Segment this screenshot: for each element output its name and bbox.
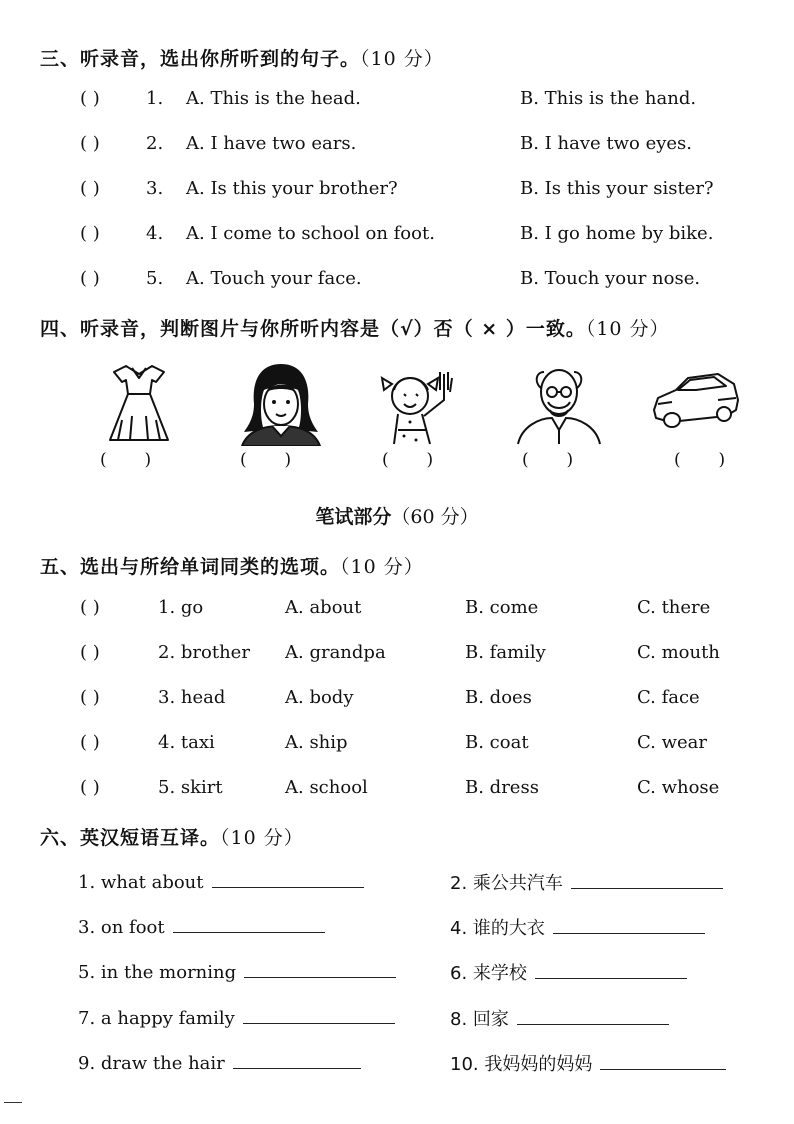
option-a: A. grandpa	[285, 642, 386, 663]
phrase: 1. what about	[78, 872, 204, 893]
picture-1-answer-paren[interactable]: ( )	[100, 450, 152, 470]
translation-item-8	[450, 1005, 669, 1031]
option-b: B. Is this your sister?	[520, 178, 714, 199]
option-b: B. dress	[465, 777, 539, 798]
given-word: 4. taxi	[158, 732, 215, 753]
option-b: B. coat	[465, 732, 529, 753]
phrase: 10. 我妈妈的妈妈	[450, 1054, 593, 1075]
item-number: 3.	[146, 178, 164, 199]
answer-paren[interactable]: ( )	[80, 88, 100, 109]
section-3-score: （10 分）	[360, 48, 444, 70]
item-number: 2.	[146, 133, 164, 154]
given-word: 1. go	[158, 597, 204, 618]
phrase: 3. on foot	[78, 917, 165, 938]
listening-item-4	[0, 223, 794, 253]
picture-4-answer-paren[interactable]: ( )	[522, 450, 574, 470]
option-b: B. I go home by bike.	[520, 223, 714, 244]
translation-item-2	[450, 869, 723, 895]
word-item-3	[0, 687, 794, 717]
section-4-score: （10 分）	[585, 318, 670, 340]
picture-5-answer-paren[interactable]: ( )	[674, 450, 726, 470]
listening-item-3	[0, 178, 794, 208]
option-c: C. wear	[637, 732, 707, 753]
given-word: 2. brother	[158, 642, 250, 663]
given-word: 5. skirt	[158, 777, 223, 798]
section-4-title: 四、听录音，判断图片与你所听内容是（√）否（ × ）一致。	[40, 318, 586, 340]
section-5-heading	[40, 552, 424, 579]
answer-blank[interactable]	[571, 870, 723, 889]
section-3-title: 三、听录音，选出你所听到的句子。	[40, 48, 361, 70]
answer-paren[interactable]: ( )	[80, 268, 100, 289]
written-part-label: 笔试部分	[315, 506, 392, 528]
phrase: 2. 乘公共汽车	[450, 873, 563, 894]
answer-blank[interactable]	[600, 1051, 726, 1070]
option-a: A. I have two ears.	[186, 133, 357, 154]
answer-blank[interactable]	[517, 1006, 669, 1025]
translation-item-10	[450, 1050, 726, 1076]
phrase: 7. a happy family	[78, 1008, 235, 1029]
waving-girl-icon	[372, 360, 466, 446]
translation-item-1	[78, 869, 364, 893]
option-c: C. there	[637, 597, 711, 618]
option-a: A. ship	[285, 732, 348, 753]
written-part-score: （60 分）	[391, 506, 479, 528]
word-item-5	[0, 777, 794, 807]
answer-blank[interactable]	[553, 915, 705, 934]
translation-item-9	[78, 1050, 361, 1074]
section-6-title: 六、英汉短语互译。	[40, 827, 221, 849]
section-6-score: （10 分）	[220, 827, 304, 849]
answer-blank[interactable]	[212, 869, 364, 888]
phrase: 9. draw the hair	[78, 1053, 225, 1074]
answer-blank[interactable]	[243, 1005, 395, 1024]
option-a: A. about	[285, 597, 362, 618]
page-edge-mark	[4, 1102, 22, 1103]
section-5-score: （10 分）	[340, 556, 424, 578]
item-number: 5.	[146, 268, 164, 289]
phrase: 8. 回家	[450, 1009, 509, 1030]
option-b: B. family	[465, 642, 546, 663]
listening-item-2	[0, 133, 794, 163]
given-word: 3. head	[158, 687, 226, 708]
section-4-heading	[40, 314, 670, 341]
woman-portrait-icon	[234, 360, 328, 446]
answer-paren[interactable]: ( )	[80, 597, 100, 618]
section-5-title: 五、选出与所给单词同类的选项。	[40, 556, 341, 578]
word-item-4	[0, 732, 794, 762]
answer-paren[interactable]: ( )	[80, 777, 100, 798]
option-b: B. I have two eyes.	[520, 133, 693, 154]
word-item-2	[0, 642, 794, 672]
old-man-icon	[512, 360, 606, 446]
dress-icon	[92, 360, 186, 446]
option-b: B. does	[465, 687, 532, 708]
answer-blank[interactable]	[173, 914, 325, 933]
phrase: 5. in the morning	[78, 962, 237, 983]
translation-item-7	[78, 1005, 395, 1029]
listening-item-5	[0, 268, 794, 298]
option-c: C. face	[637, 687, 700, 708]
translation-item-4	[450, 914, 705, 940]
answer-blank[interactable]	[535, 960, 687, 979]
answer-blank[interactable]	[233, 1050, 361, 1069]
answer-paren[interactable]: ( )	[80, 133, 100, 154]
option-a: A. This is the head.	[186, 88, 361, 109]
phrase: 6. 来学校	[450, 963, 527, 984]
translation-item-6	[450, 959, 687, 985]
option-a: A. Is this your brother?	[186, 178, 398, 199]
answer-blank[interactable]	[244, 959, 396, 978]
answer-paren[interactable]: ( )	[80, 223, 100, 244]
picture-3-answer-paren[interactable]: ( )	[382, 450, 434, 470]
section-6-heading	[40, 823, 304, 850]
option-c: C. mouth	[637, 642, 720, 663]
answer-paren[interactable]: ( )	[80, 687, 100, 708]
answer-paren[interactable]: ( )	[80, 642, 100, 663]
phrase: 4. 谁的大衣	[450, 918, 545, 939]
option-a: A. body	[285, 687, 354, 708]
option-a: A. I come to school on foot.	[186, 223, 435, 244]
option-b: B. Touch your nose.	[520, 268, 701, 289]
car-icon	[648, 360, 742, 446]
item-number: 1.	[146, 88, 164, 109]
translation-item-3	[78, 914, 325, 938]
answer-paren[interactable]: ( )	[80, 178, 100, 199]
word-item-1	[0, 597, 794, 627]
option-a: A. Touch your face.	[186, 268, 362, 289]
written-part-title	[0, 502, 794, 529]
option-b: B. This is the hand.	[520, 88, 697, 109]
section-3-heading	[40, 44, 444, 71]
item-number: 4.	[146, 223, 164, 244]
translation-item-5	[78, 959, 396, 983]
option-c: C. whose	[637, 777, 720, 798]
listening-item-1	[0, 88, 794, 118]
option-a: A. school	[285, 777, 368, 798]
picture-2-answer-paren[interactable]: ( )	[240, 450, 292, 470]
option-b: B. come	[465, 597, 539, 618]
answer-paren[interactable]: ( )	[80, 732, 100, 753]
